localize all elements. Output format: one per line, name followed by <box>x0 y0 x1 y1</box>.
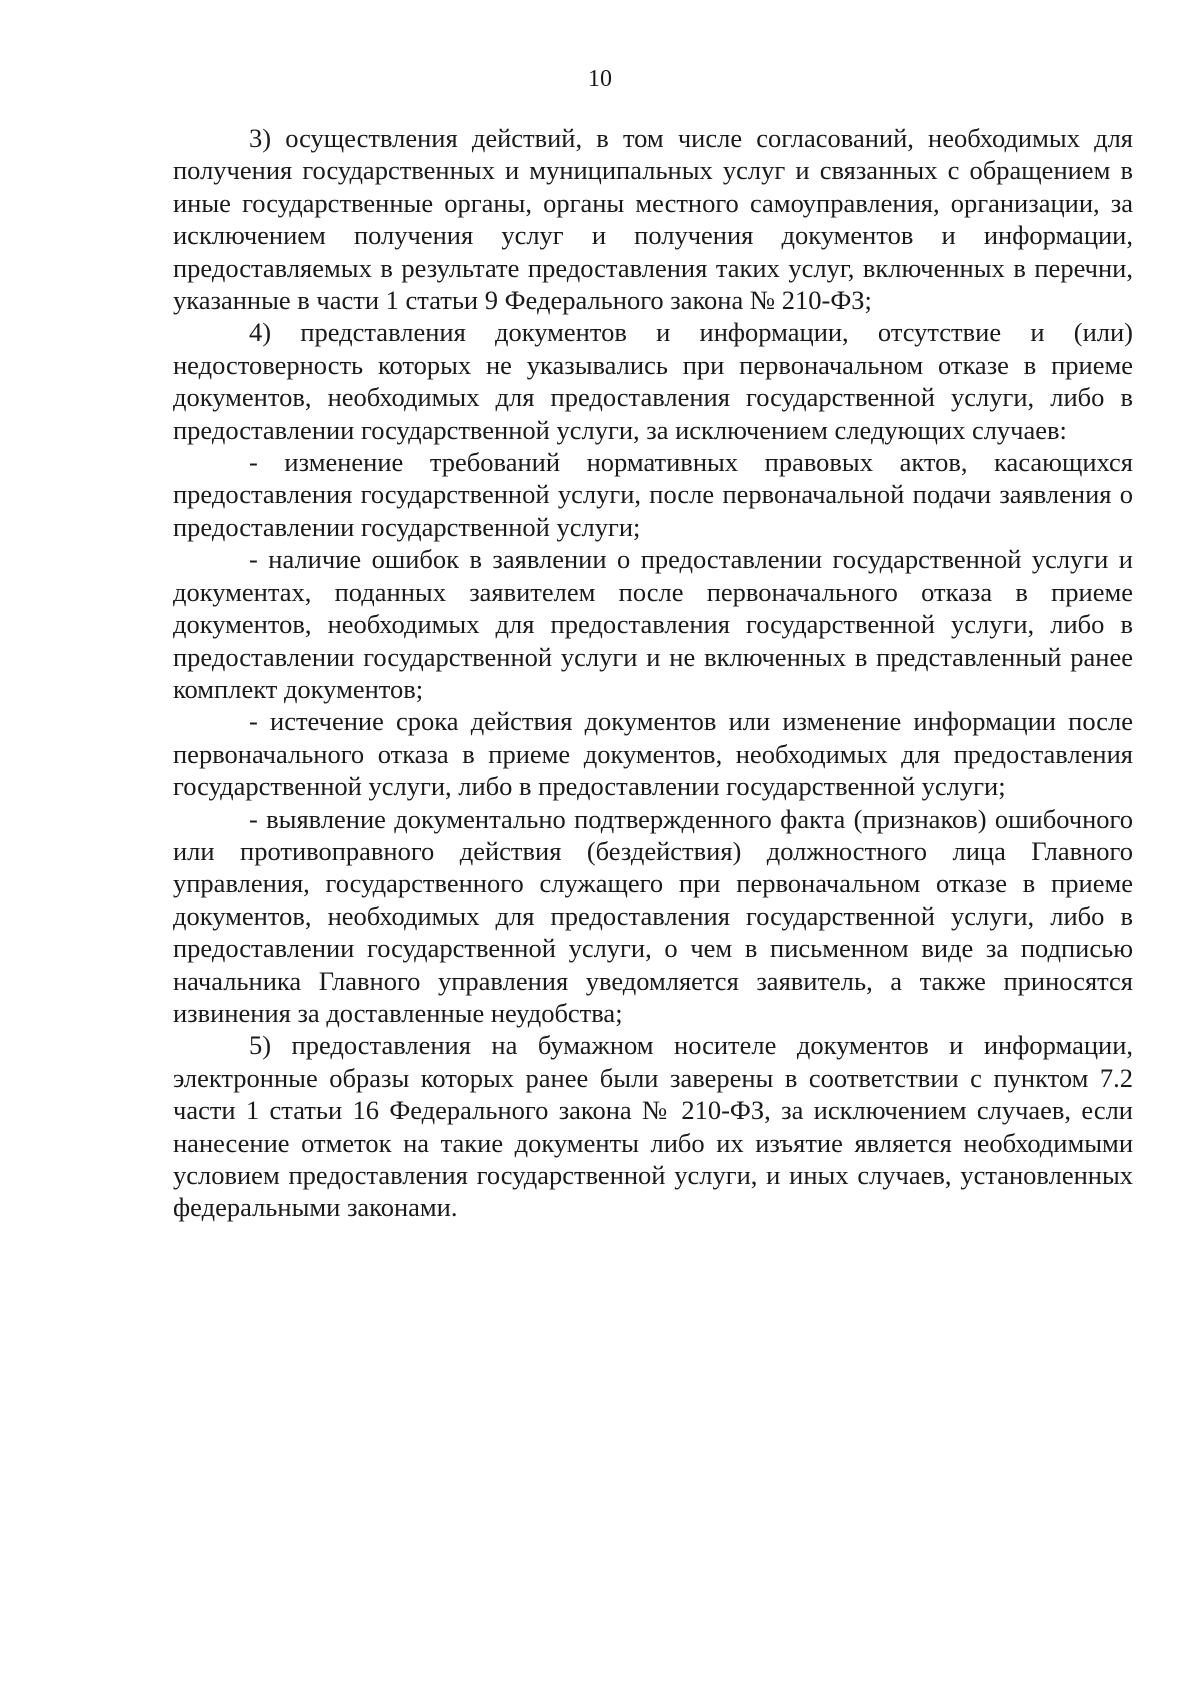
paragraph-item-4: 4) представления документов и информации, отсутствие и (или) недостоверность которых не указывались при первоначальном отказе в приеме документов, необходимых для предоставления государственной услуги, либо в предоставлении государственной услуги, за исключением следующих случаев: <box>173 317 1133 445</box>
paragraph-subitem-requirements-change: - изменение требований нормативных правовых актов, касающихся предоставления государственной услуги, после первоначальной подачи заявления о предоставлении государственной услуги; <box>173 447 1133 542</box>
paragraph-subitem-errors: - наличие ошибок в заявлении о предоставлении государственной услуги и документах, поданных заявителем после первоначального отказа в приеме документов, необходимых для предоставления государственной услуги, либо в предоставлении государственной услуги и не включенных в представленный ранее комплект документов; <box>173 544 1133 704</box>
paragraph-item-5: 5) предоставления на бумажном носителе документов и информации, электронные образы которых ранее были заверены в соответствии с пунктом 7.2 части 1 статьи 16 Федерального закона № 210-ФЗ, за исключением случаев, если нанесение отметок на такие документы либо их изъятие является необходимыми условием предоставления государственной услуги, и иных случаев, установленных федеральными законами. <box>173 1030 1133 1223</box>
paragraph-subitem-expiry: - истечение срока действия документов или изменение информации после первоначального отказа в приеме документов, необходимых для предоставления государственной услуги, либо в предоставлении государственной услуги; <box>173 706 1133 802</box>
document-body <box>173 122 1133 1224</box>
paragraph-item-3: 3) осуществления действий, в том числе согласований, необходимых для получения государственных и муниципальных услуг и связанных с обращением в иные государственные органы, органы местного самоуправления, организации, за исключением получения услуг и получения документов и информации, предоставляемых в результате предоставления таких услуг, включенных в перечни, указанные в части 1 статьи 9 Федерального закона № 210-ФЗ; <box>173 123 1133 316</box>
page-number: 10 <box>588 66 612 92</box>
paragraph-subitem-wrongful-action: - выявление документально подтвержденного факта (признаков) ошибочного или противоправного действия (бездействия) должностного лица Главного управления, государственного служащего при первоначальном отказе в приеме документов, необходимых для предоставления государственной услуги, либо в предоставлении государственной услуги, о чем в письменном виде за подписью начальника Главного управления уведомляется заявитель, а также приносятся извинения за доставленные неудобства; <box>173 803 1133 1028</box>
